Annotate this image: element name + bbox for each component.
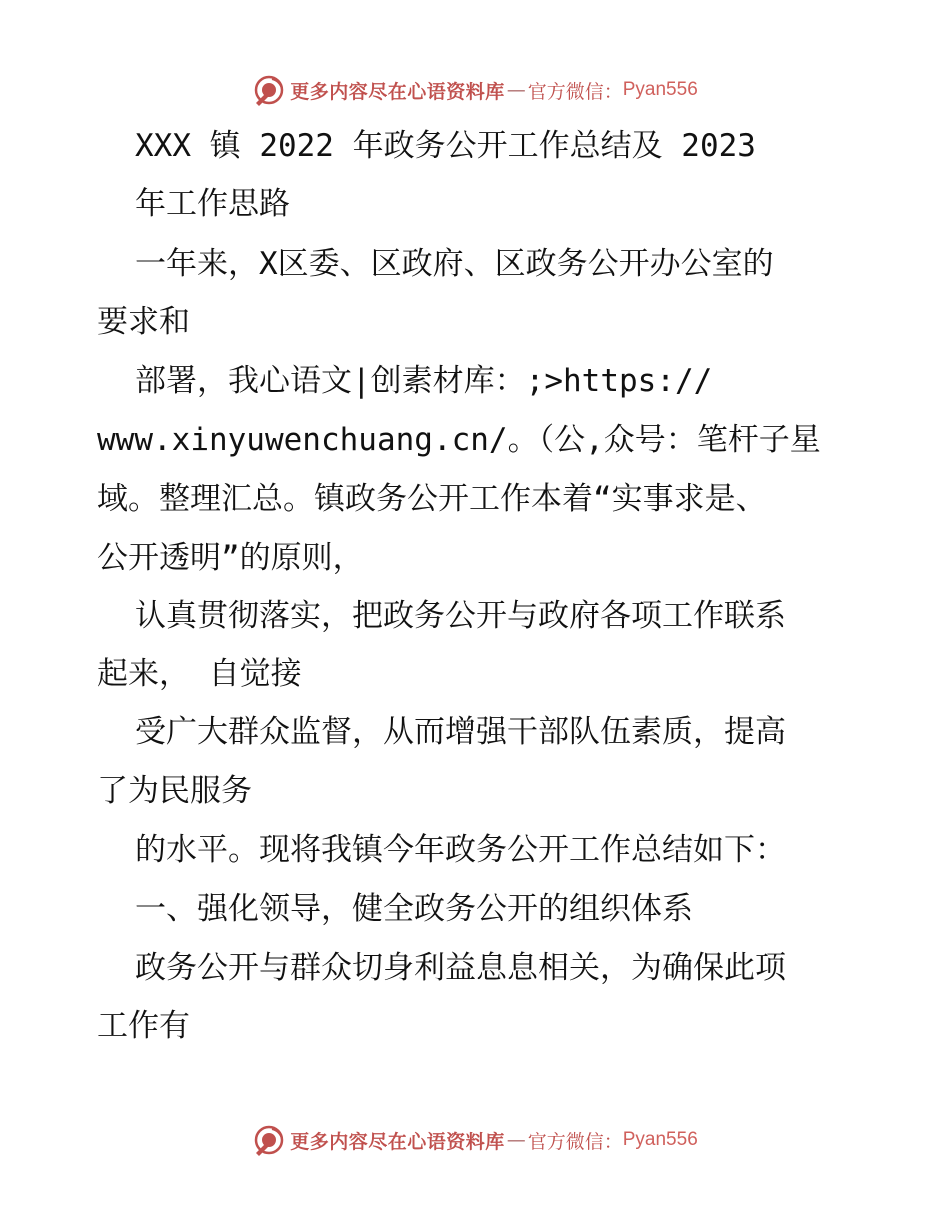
footer-banner [0, 1120, 950, 1160]
doc-title-line-2: 年工作思路 [135, 186, 290, 222]
doc-line: 的水平。现将我镇今年政务公开工作总结如下： [135, 832, 786, 868]
banner-site-name: 更多内容尽在心语资料库 [290, 1130, 505, 1153]
doc-line: 认真贯彻落实，把政务公开与政府各项工作联系 [135, 598, 786, 634]
doc-line: 了为民服务 [97, 773, 252, 809]
doc-line: 受广大群众监督，从而增强干部队伍素质，提高 [135, 714, 786, 750]
doc-line: 工作有 [97, 1008, 190, 1044]
doc-line: 部署，我心语文|创素材库：;>https:// [135, 363, 713, 399]
doc-line: 要求和 [97, 304, 190, 340]
doc-line: 起来， 自觉接 [97, 656, 302, 692]
banner-dash: — [506, 79, 526, 101]
doc-line: www.xinyuwenchuang.cn/。（公,众号：笔杆子星 [97, 422, 821, 458]
doc-title-line-1: XXX 镇 2022 年政务公开工作总结及 2023 [135, 128, 756, 164]
banner-wechat-id: Pyan556 [622, 1129, 698, 1150]
banner-wechat-label: 官方微信： [527, 1130, 623, 1153]
doc-line: 政务公开与群众切身利益息息相关，为确保此项 [135, 950, 786, 986]
banner-wechat-label: 官方微信： [527, 80, 623, 103]
banner-site-name: 更多内容尽在心语资料库 [290, 80, 505, 103]
doc-line: 公开透明”的原则， [97, 540, 364, 576]
doc-line: 域。整理汇总。镇政务公开工作本着“实事求是、 [97, 481, 767, 517]
banner-wechat-id: Pyan556 [622, 79, 698, 100]
banner-dash: — [506, 1129, 526, 1151]
doc-section-heading: 一、强化领导，健全政务公开的组织体系 [135, 891, 693, 927]
pen-logo-icon [252, 1123, 286, 1157]
doc-line: 一年来，X区委、区政府、区政务公开办公室的 [135, 246, 774, 282]
